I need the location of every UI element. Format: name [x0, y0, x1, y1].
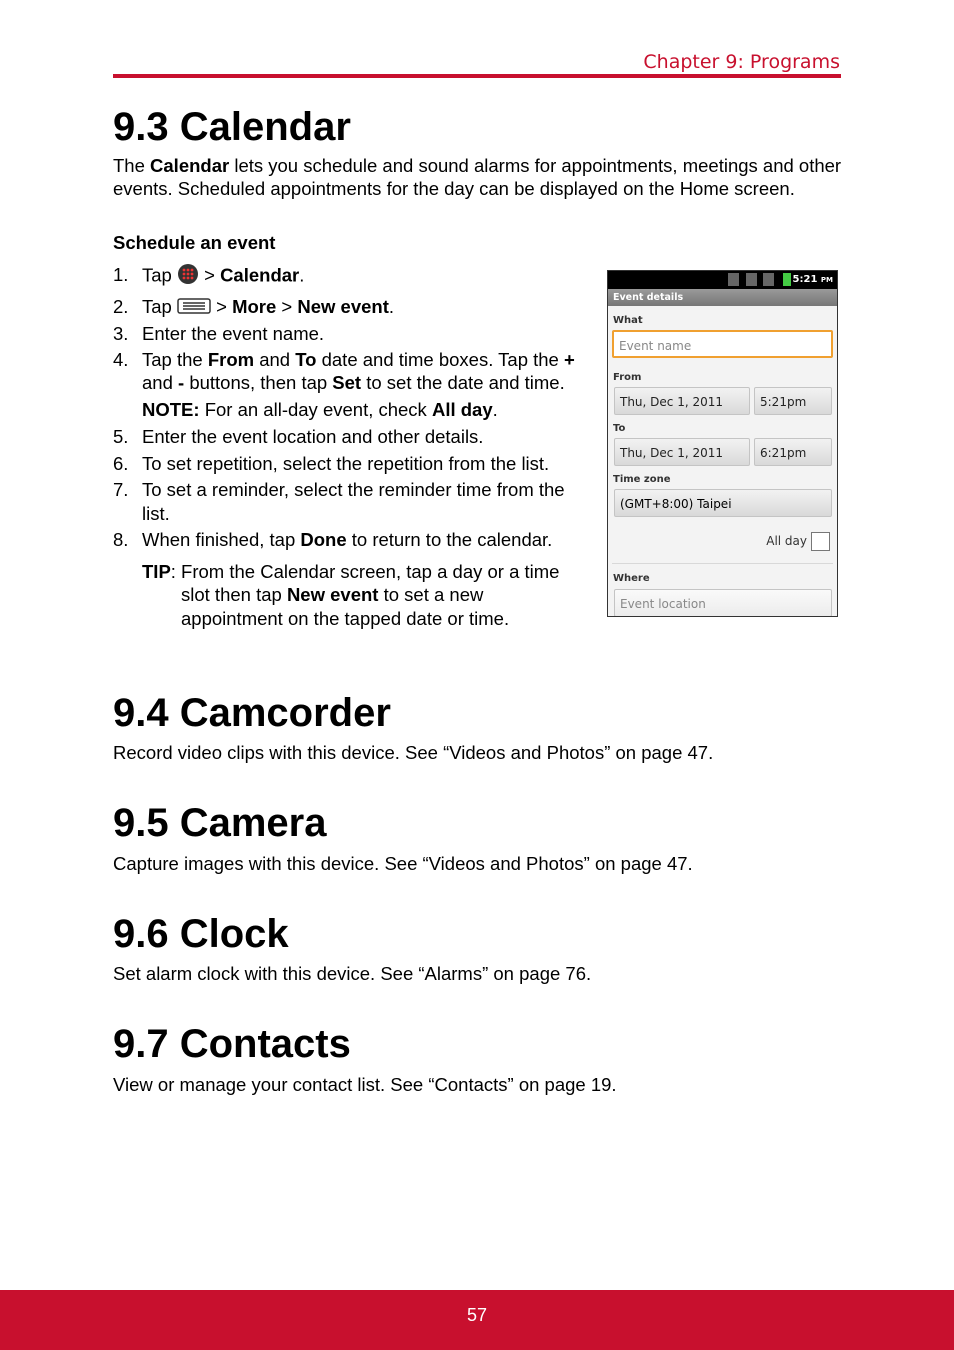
- header-rule: [113, 74, 841, 78]
- event-details-screenshot: [607, 270, 838, 617]
- to-date-button[interactable]: Thu, Dec 1, 2011: [614, 438, 750, 466]
- from-date-button[interactable]: Thu, Dec 1, 2011: [614, 387, 750, 415]
- status-bar: [608, 271, 837, 289]
- signal-icon-2: [763, 273, 774, 286]
- battery-icon: [783, 273, 791, 286]
- divider: [612, 563, 833, 564]
- contacts-text: View or manage your contact list. See “Contacts” on page 19.: [113, 1074, 617, 1095]
- menu-key-icon: [177, 296, 211, 320]
- event-location-input[interactable]: Event location: [614, 589, 832, 617]
- from-label: From: [613, 372, 642, 383]
- chapter-header: Chapter 9: Programs: [643, 51, 840, 73]
- step-6: 6. To set repetition, select the repetition from the list.: [113, 452, 550, 474]
- step-8: 8. When finished, tap Done to return to the calendar.: [113, 529, 553, 551]
- status-time: 5:21 PM: [792, 274, 833, 285]
- step-2: 2. Tap > More > New event.: [113, 295, 593, 320]
- signal-icon: [728, 273, 739, 286]
- event-details-title: Event details: [608, 289, 837, 306]
- apps-launcher-icon: [177, 263, 199, 291]
- calendar-intro: The Calendar lets you schedule and sound alarms for appointments, meetings and other events. Scheduled appointments for the day can be displayed on the Home screen.: [113, 155, 842, 199]
- section-title-clock: 9.6 Clock: [113, 912, 289, 956]
- from-time-button[interactable]: 5:21pm: [754, 387, 832, 415]
- step-3: 3. Enter the event name.: [113, 323, 325, 345]
- page-number: 57: [466, 1305, 488, 1325]
- event-name-input[interactable]: Event name: [612, 330, 833, 358]
- what-label: What: [613, 315, 643, 326]
- step-7: 7. To set a reminder, select the reminder time from the list.: [113, 479, 565, 524]
- section-title-contacts: 9.7 Contacts: [113, 1022, 351, 1066]
- note: NOTE: For an all-day event, check All day.: [142, 398, 498, 420]
- tip: TIP: From the Calendar screen, tap a day or a time slot then tap New event to set a new appointment on the tapped date or time.: [142, 560, 560, 629]
- camera-text: Capture images with this device. See “Videos and Photos” on page 47.: [113, 853, 693, 874]
- time-zone-button[interactable]: (GMT+8:00) Taipei: [614, 489, 832, 517]
- all-day-label: All day: [766, 534, 807, 548]
- step-1: 1. Tap > Calendar.: [113, 263, 593, 291]
- sim-icon: [746, 273, 757, 286]
- section-title-camera: 9.5 Camera: [113, 801, 327, 845]
- clock-text: Set alarm clock with this device. See “Alarms” on page 76.: [113, 963, 592, 984]
- steps-list: [113, 263, 593, 630]
- to-time-button[interactable]: 6:21pm: [754, 438, 832, 466]
- step-5: 5. Enter the event location and other details.: [113, 426, 484, 448]
- step-4: 4. Tap the From and To date and time boxes. Tap the + and - buttons, then tap Set to set the date and time.: [113, 348, 575, 394]
- section-title-camcorder: 9.4 Camcorder: [113, 691, 391, 735]
- time-zone-label: Time zone: [613, 474, 671, 485]
- camcorder-text: Record video clips with this device. See “Videos and Photos” on page 47.: [113, 742, 714, 763]
- schedule-subheading: Schedule an event: [113, 232, 276, 253]
- to-label: To: [613, 423, 626, 434]
- section-title-calendar: 9.3 Calendar: [113, 105, 351, 149]
- where-label: Where: [613, 573, 650, 584]
- all-day-checkbox[interactable]: [811, 532, 830, 551]
